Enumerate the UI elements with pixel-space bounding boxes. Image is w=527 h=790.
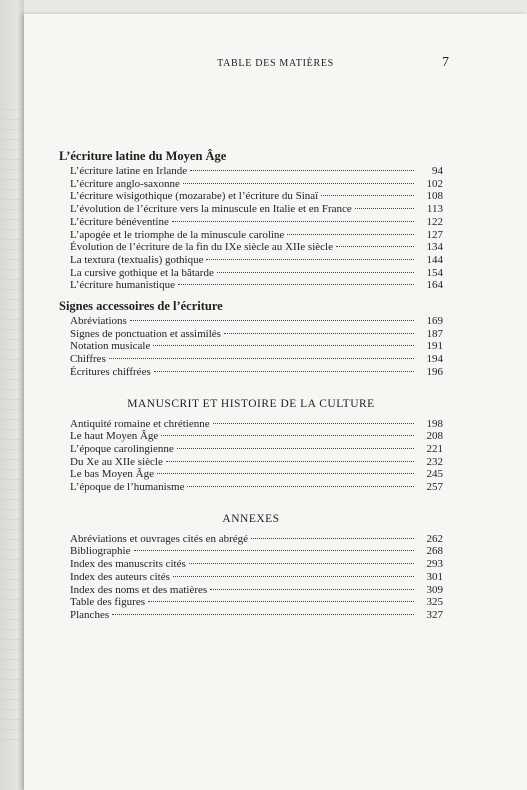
toc-entry-page: 196 bbox=[426, 365, 443, 378]
toc-entry-page: 194 bbox=[426, 353, 443, 366]
dot-leader bbox=[157, 473, 414, 474]
toc-entry-title: L’écriture wisigothique (mozarabe) et l’écriture du Sinaï bbox=[70, 190, 319, 203]
toc-entry-title: L’écriture anglo-saxonne bbox=[70, 177, 180, 190]
dot-leader bbox=[154, 371, 414, 372]
toc-entry bbox=[59, 340, 443, 353]
toc-entry-page: 122 bbox=[426, 215, 443, 228]
dot-leader bbox=[187, 486, 414, 487]
toc-entry-title: Signes de ponctuation et assimilés bbox=[70, 327, 221, 340]
toc-heading: L’écriture latine du Moyen Âge bbox=[59, 149, 227, 163]
toc-entry-page: 325 bbox=[426, 596, 443, 609]
toc-entry-title: L’écriture humanistique bbox=[70, 279, 175, 292]
toc-entry bbox=[59, 279, 443, 292]
toc-entry-page: 113 bbox=[426, 203, 443, 216]
toc-entry-title: Évolution de l’écriture de la fin du IXe siècle au XIIe siècle bbox=[70, 241, 333, 254]
toc-entry-page: 262 bbox=[426, 532, 443, 545]
toc-entry-page: 134 bbox=[426, 241, 443, 254]
dot-leader bbox=[178, 284, 414, 285]
toc-entry bbox=[59, 558, 443, 571]
toc-entry bbox=[59, 190, 443, 203]
dot-leader bbox=[112, 614, 414, 615]
book-page bbox=[24, 14, 527, 790]
dot-leader bbox=[287, 234, 414, 235]
toc-entry bbox=[59, 571, 443, 584]
toc-group-manuscrit-culture bbox=[59, 397, 443, 494]
dot-leader bbox=[173, 576, 414, 577]
toc-entry-page: 154 bbox=[426, 266, 443, 279]
page-header bbox=[24, 56, 527, 76]
toc-entry bbox=[59, 443, 443, 456]
toc-entry-page: 327 bbox=[426, 608, 443, 621]
toc-group-signes-accessoires bbox=[59, 298, 443, 379]
toc-entry bbox=[59, 229, 443, 242]
dot-leader bbox=[153, 345, 414, 346]
toc-entry-title: L’époque carolingienne bbox=[70, 442, 174, 455]
toc-entry-title: Le haut Moyen Âge bbox=[70, 430, 159, 443]
toc-heading: Signes accessoires de l’écriture bbox=[59, 299, 223, 314]
toc-entry bbox=[59, 609, 443, 622]
toc-entry bbox=[59, 481, 443, 494]
dot-leader bbox=[251, 538, 414, 539]
toc-entry bbox=[59, 418, 443, 431]
toc-entry-page: 198 bbox=[426, 417, 443, 430]
toc-entry bbox=[59, 178, 443, 191]
dot-leader bbox=[134, 550, 415, 551]
toc-entry-title: L’écriture bénéventine bbox=[70, 215, 169, 228]
toc-entry-title: Planches bbox=[70, 608, 110, 621]
toc-entry-title: L’évolution de l’écriture vers la minuscule en Italie et en France bbox=[70, 203, 352, 216]
facing-page-print-bleed bbox=[3, 100, 21, 740]
toc-entry-page: 293 bbox=[426, 558, 443, 571]
toc-entry-title: Bibliographie bbox=[70, 545, 131, 558]
toc-entry-page: 309 bbox=[426, 583, 443, 596]
dot-leader bbox=[130, 320, 414, 321]
dot-leader bbox=[189, 563, 414, 564]
running-title: TABLE DES MATIÈRES bbox=[217, 58, 334, 69]
dot-leader bbox=[148, 601, 414, 602]
toc-entry bbox=[59, 533, 443, 546]
toc-entry-title: L’écriture latine en Irlande bbox=[70, 165, 188, 177]
dot-leader bbox=[177, 448, 414, 449]
toc-entry bbox=[59, 468, 443, 481]
toc-entry bbox=[59, 254, 443, 267]
toc-entry bbox=[59, 165, 443, 178]
toc-entry bbox=[59, 584, 443, 597]
toc-entry-title: La textura (textualis) gothique bbox=[70, 253, 204, 266]
toc-entry-page: 301 bbox=[426, 570, 443, 583]
dot-leader bbox=[321, 195, 414, 196]
toc-entry bbox=[59, 241, 443, 254]
toc-entry bbox=[59, 430, 443, 443]
toc-entry-page: 102 bbox=[426, 177, 443, 190]
toc-entry bbox=[59, 353, 443, 366]
dot-leader bbox=[217, 272, 414, 273]
toc-entry-page: 164 bbox=[426, 279, 443, 292]
toc-entry-title: Du Xe au XIIe siècle bbox=[70, 455, 163, 468]
toc-group-annexes bbox=[59, 512, 443, 622]
dot-leader bbox=[109, 358, 414, 359]
toc-entry-title: Antiquité romaine et chrétienne bbox=[70, 417, 210, 430]
dot-leader bbox=[213, 423, 414, 424]
toc-entry-title: L’époque de l’humanisme bbox=[70, 481, 185, 494]
toc-entry-page: 144 bbox=[426, 253, 443, 266]
toc-entry bbox=[59, 596, 443, 609]
facing-page-edge bbox=[0, 0, 24, 790]
dot-leader bbox=[355, 208, 414, 209]
toc-entry-title: La cursive gothique et la bâtarde bbox=[70, 266, 214, 279]
dot-leader bbox=[210, 589, 414, 590]
toc-entry-title: Le bas Moyen Âge bbox=[70, 468, 155, 481]
dot-leader bbox=[161, 435, 414, 436]
toc-entry-page: 221 bbox=[426, 442, 443, 455]
toc-entry bbox=[59, 328, 443, 341]
toc-entry-page: 187 bbox=[426, 327, 443, 340]
toc-group-ecriture-latine bbox=[59, 148, 443, 292]
toc-entry bbox=[59, 366, 443, 379]
toc-entry-page: 268 bbox=[426, 545, 443, 558]
toc-entry-title: Abréviations et ouvrages cités en abrégé bbox=[70, 532, 249, 545]
dot-leader bbox=[206, 259, 414, 260]
toc-entry-page: 257 bbox=[426, 481, 443, 494]
toc-section-title: ANNEXES bbox=[222, 512, 280, 525]
toc-entry bbox=[59, 203, 443, 216]
toc-entry-page: 232 bbox=[426, 455, 443, 468]
toc-entry-title: Table des figures bbox=[70, 596, 145, 609]
toc-entry-title: Index des auteurs cités bbox=[70, 570, 170, 583]
toc-entry-title: Chiffres bbox=[70, 353, 106, 366]
dot-leader bbox=[224, 333, 414, 334]
toc-entry-title: L’apogée et le triomphe de la minuscule caroline bbox=[70, 228, 285, 241]
dot-leader bbox=[183, 183, 414, 184]
toc-entry bbox=[59, 315, 443, 328]
toc-entry-title: Écritures chiffrées bbox=[70, 365, 151, 378]
toc-entry-page: 127 bbox=[426, 228, 443, 241]
dot-leader bbox=[166, 461, 414, 462]
page-number: 7 bbox=[442, 55, 449, 70]
table-of-contents bbox=[59, 148, 443, 625]
toc-entry bbox=[59, 267, 443, 280]
toc-entry bbox=[59, 456, 443, 469]
toc-entry-page: 208 bbox=[426, 430, 443, 443]
dot-leader bbox=[190, 170, 414, 171]
toc-entry-page: 191 bbox=[426, 340, 443, 353]
toc-entry-title: Notation musicale bbox=[70, 340, 151, 353]
dot-leader bbox=[172, 221, 414, 222]
toc-entry-title: Abréviations bbox=[70, 315, 127, 328]
toc-entry bbox=[59, 216, 443, 229]
toc-entry-page: 94 bbox=[432, 165, 443, 177]
toc-section-title: MANUSCRIT ET HISTOIRE DE LA CULTURE bbox=[127, 397, 375, 410]
toc-entry-page: 108 bbox=[426, 190, 443, 203]
dot-leader bbox=[336, 246, 414, 247]
toc-entry-title: Index des manuscrits cités bbox=[70, 558, 186, 571]
toc-entry bbox=[59, 545, 443, 558]
toc-entry-title: Index des noms et des matières bbox=[70, 583, 208, 596]
toc-entry-page: 169 bbox=[426, 315, 443, 328]
toc-entry-page: 245 bbox=[426, 468, 443, 481]
